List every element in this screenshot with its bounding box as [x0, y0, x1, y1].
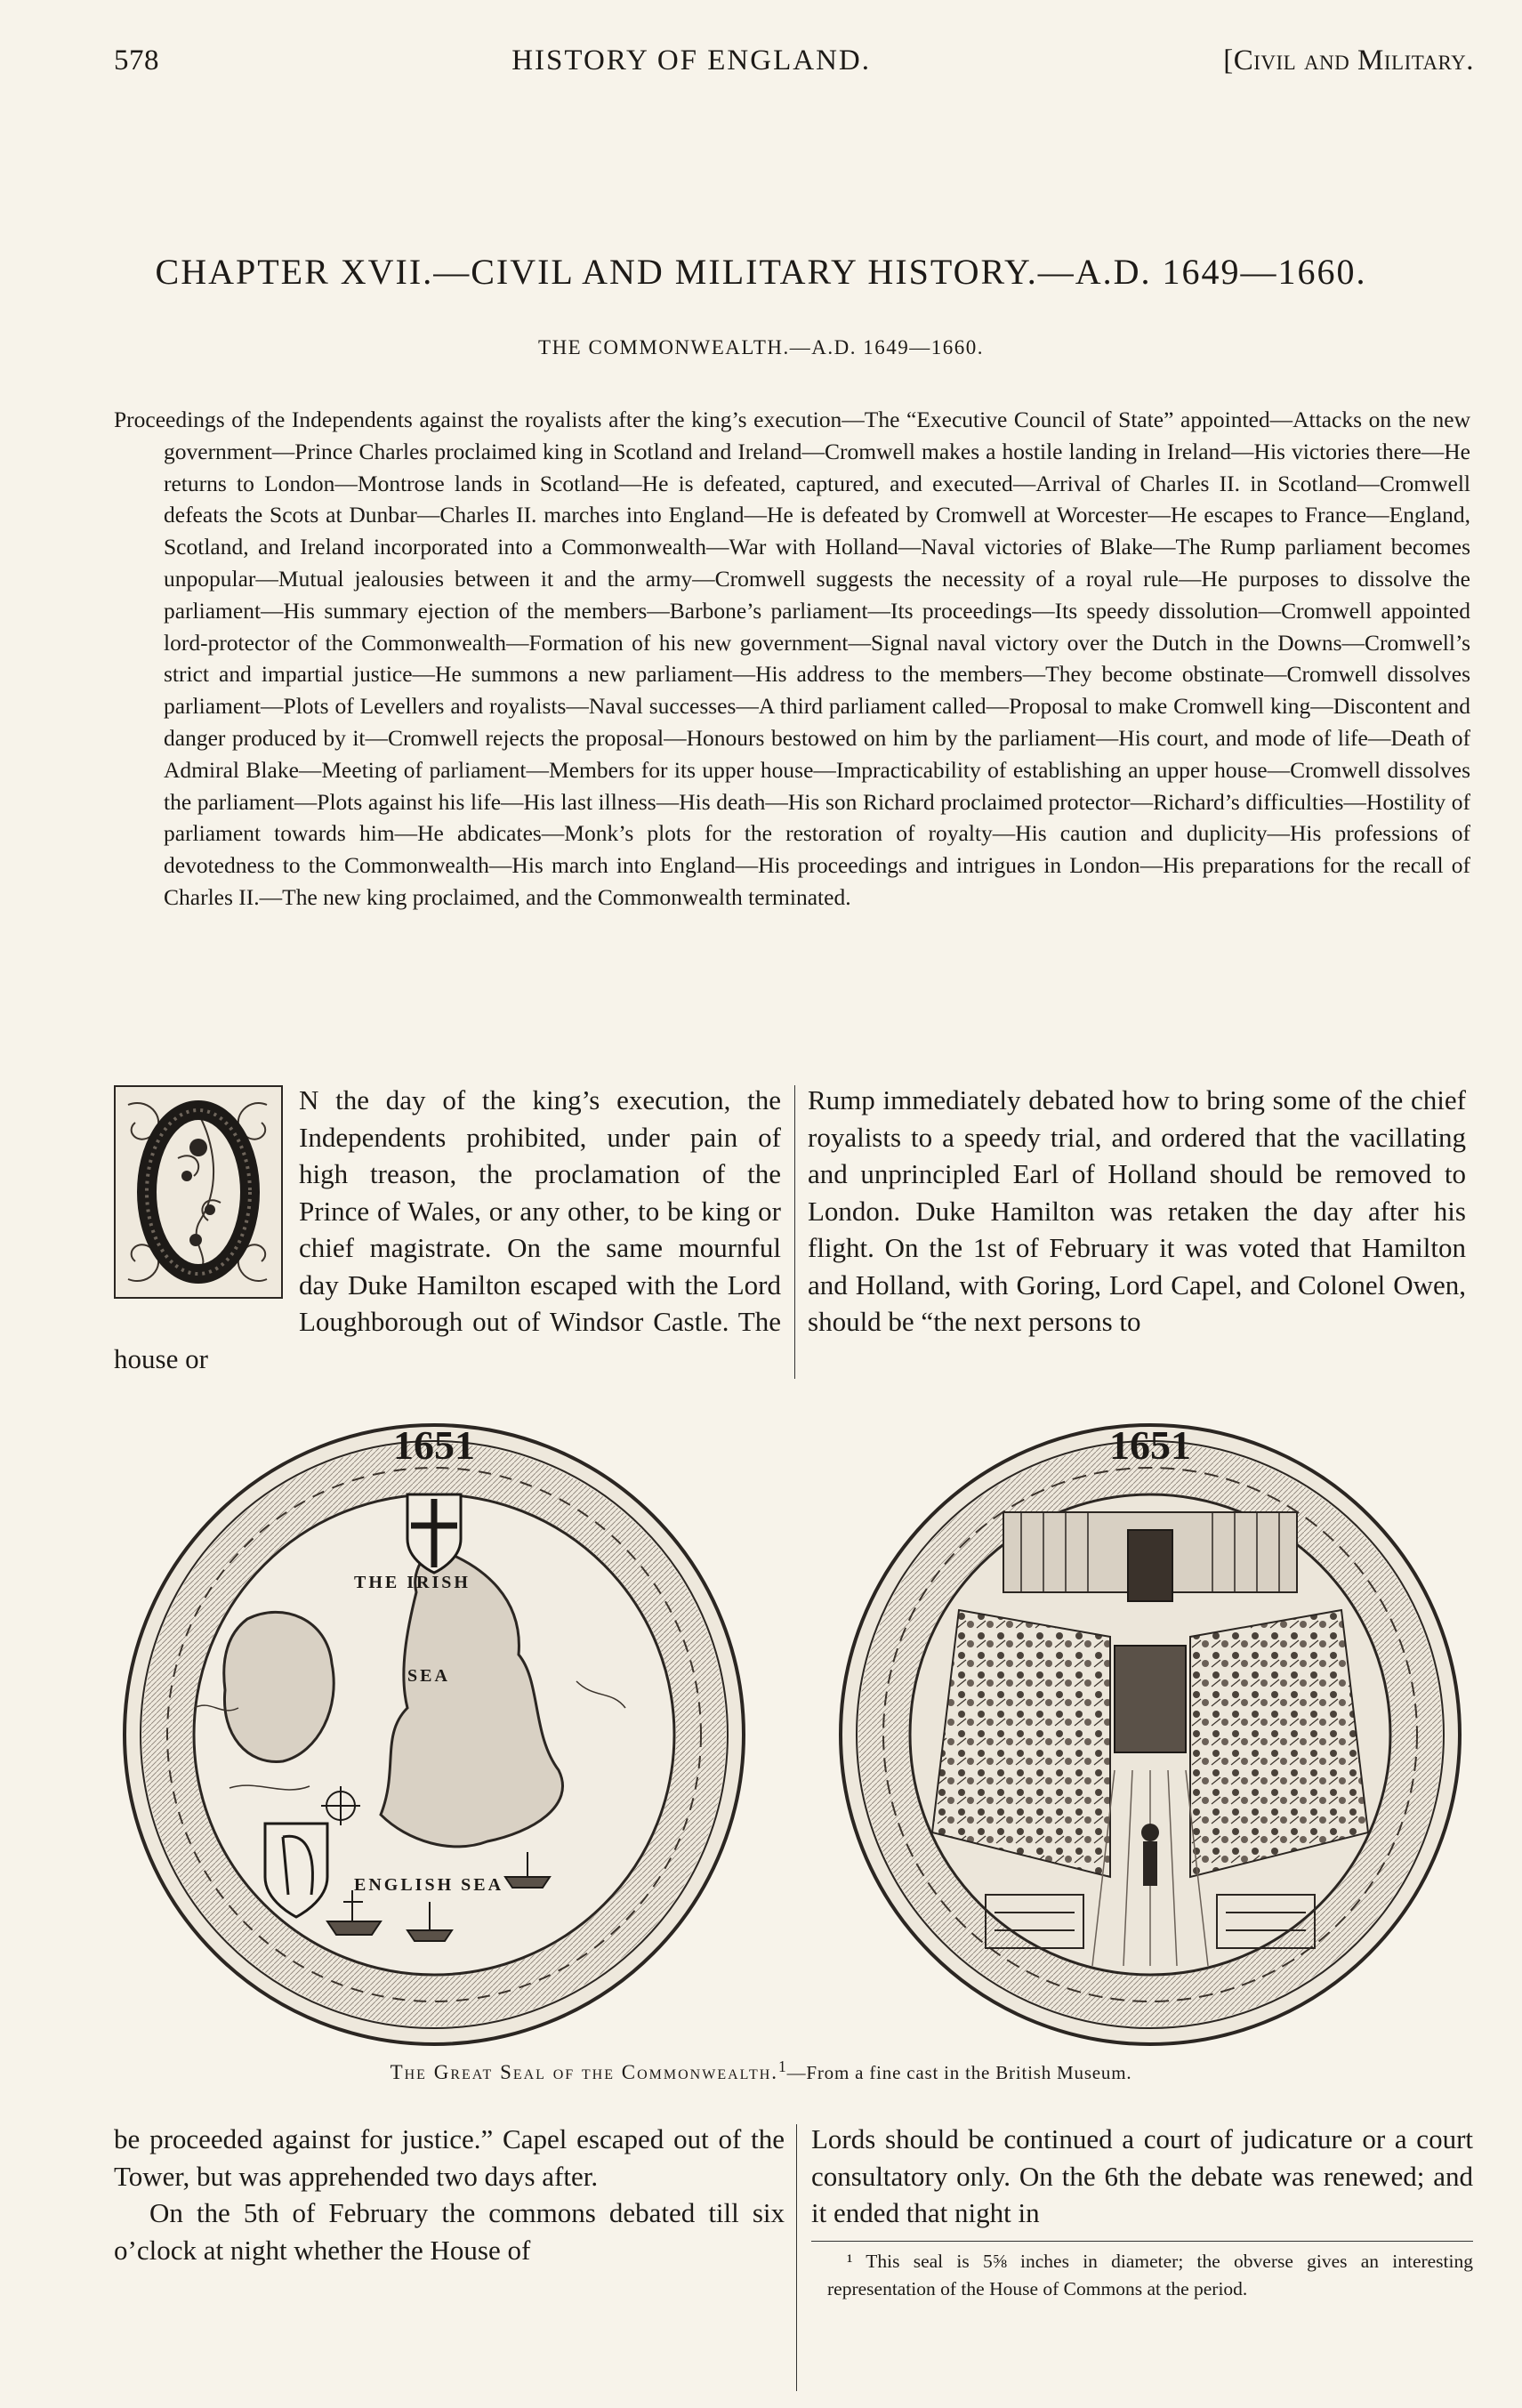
speaker-chair-icon — [1128, 1530, 1172, 1601]
figure-caption — [0, 2058, 1522, 2084]
running-title: HISTORY OF ENGLAND. — [511, 44, 871, 77]
seal-illustrations — [114, 1414, 1475, 2055]
chapter-synopsis: Proceedings of the Independents against the royalists after the king’s execution—The “Executive Council of State” appointed—Attacks on the new government—Prince Charles proclaimed king in Scotland and Ireland—Cromwell makes a hostile landing in Ireland—His victories there—He returns to London—Montrose lands in Scotland—He is defeated, captured, and executed—Arrival of Charles II. in Scotland—Cromwell defeats the Scots at Dunbar—Charles II. marches into England—He is defeated by Cromwell at Worcester—He escapes to France—England, Scotland, and Ireland incorporated into a Commonwealth—War with Holland—Naval victories of Blake—The Rump parliament becomes unpopular—Mutual jealousies between it and the army—Cromwell suggests the necessity of a royal rule—He purposes to dissolve the parliament—His summary ejection of the members—Barbone’s parliament—Its proceedings—Its speedy dissolution—Cromwell appointed lord-protector of the Commonwealth—Formation of his new government—Signal naval victory over the Dutch in the Downs—Cromwell’s strict and impartial justice—He summons a new parliament—His address to the members—They become obstinate—Cromwell dissolves parliament—Plots of Levellers and royalists—Naval successes—A third parliament called—Proposal to make Cromwell king—Discontent and danger produced by it—Cromwell rejects the proposal—Honours bestowed on him by the parliament—His court, and mode of life—Death of Admiral Blake—Meeting of parliament—Members for its upper house—Impracticability of establishing an upper house—Cromwell dissolves the parliament—Plots against his life—His last illness—His death—His son Richard proclaimed protector—Richard’s difficulties—Hostility of parliament towards him—He abdicates—Monk’s plots for the restoration of royalty—His caution and duplicity—His professions of devotedness to the Commonwealth—His march into England—His proceedings and intrigues in London—His preparations for the recall of Charles II.—The new king proclaimed, and the Commonwealth terminated. — [114, 407, 1470, 910]
paragraph-left-bottom-2: On the 5th of February the commons debated till six o’clock at night whether the House of — [114, 2197, 785, 2266]
obverse-year: 1651 — [393, 1422, 475, 1468]
footnote: ¹ This seal is 5⅝ inches in diameter; the obverse gives an interesting representation of the House of Commons at the period. — [827, 2251, 1473, 2299]
running-header — [114, 44, 1474, 84]
body-column-right-top — [808, 1082, 1466, 1341]
standing-member-icon — [1141, 1824, 1159, 1886]
section-subtitle: THE COMMONWEALTH.—A.D. 1649—1660. — [538, 336, 984, 358]
map-label-sea: SEA — [407, 1666, 450, 1686]
drop-cap-o-ornament — [114, 1085, 283, 1299]
section-label: [Civil and Military. — [1223, 44, 1474, 77]
caption-source: —From a fine cast in the British Museum. — [786, 2062, 1132, 2083]
footnote-rule — [811, 2241, 1473, 2242]
paragraph-right-top: Rump immediately debated how to bring some of the chief royalists to a speedy trial, and ordered that the vacillating and unprincipled Earl of Holland should be removed to London. Duke Hamilton was retaken the day after his flight. On the 1st of February it was voted that Hamilton and Holland, with Goring, Lord Capel, and Colonel Owen, should be “the next persons to — [808, 1084, 1466, 1337]
column-divider-bottom — [796, 2124, 797, 2391]
great-seal-figure — [114, 1414, 1475, 2082]
body-column-left-top — [114, 1082, 781, 1377]
map-label-irish: THE IRISH — [354, 1573, 471, 1592]
page-number: 578 — [114, 44, 159, 77]
seal-reverse-parliament — [841, 1422, 1460, 2044]
chapter-title: CHAPTER XVII.—CIVIL AND MILITARY HISTORY.—A.D. 1649—1660. — [155, 252, 1367, 292]
column-divider-top — [794, 1085, 795, 1379]
paragraph-right-bottom: Lords should be continued a court of judicature or a court consultatory only. On the 6th the debate was renewed; and it ended that night in — [811, 2123, 1473, 2228]
map-label-english-sea: ENGLISH SEA — [354, 1875, 504, 1895]
clerks-table-icon — [1115, 1646, 1186, 1752]
floral-initial-icon — [116, 1087, 281, 1297]
paragraph-left-bottom-1: be proceeded against for justice.” Capel escaped out of the Tower, but was apprehended two days after. — [114, 2123, 785, 2192]
body-column-left-bottom — [114, 2121, 785, 2268]
reverse-year: 1651 — [1109, 1422, 1191, 1468]
seal-obverse-map — [125, 1422, 744, 2044]
caption-title: The Great Seal of the Commonwealth. — [390, 2061, 779, 2083]
body-column-right-bottom — [811, 2121, 1473, 2232]
caption-footnote-mark: 1 — [778, 2058, 787, 2075]
opening-paragraph: N the day of the king’s execution, the Independents prohibited, under pain of high treason, the proclamation of the Prince of Wales, or any other, to be king or chief magistrate. On the same mournful day Duke Hamilton escaped with the Lord Loughborough out of Windsor Castle. The house or — [114, 1084, 781, 1374]
